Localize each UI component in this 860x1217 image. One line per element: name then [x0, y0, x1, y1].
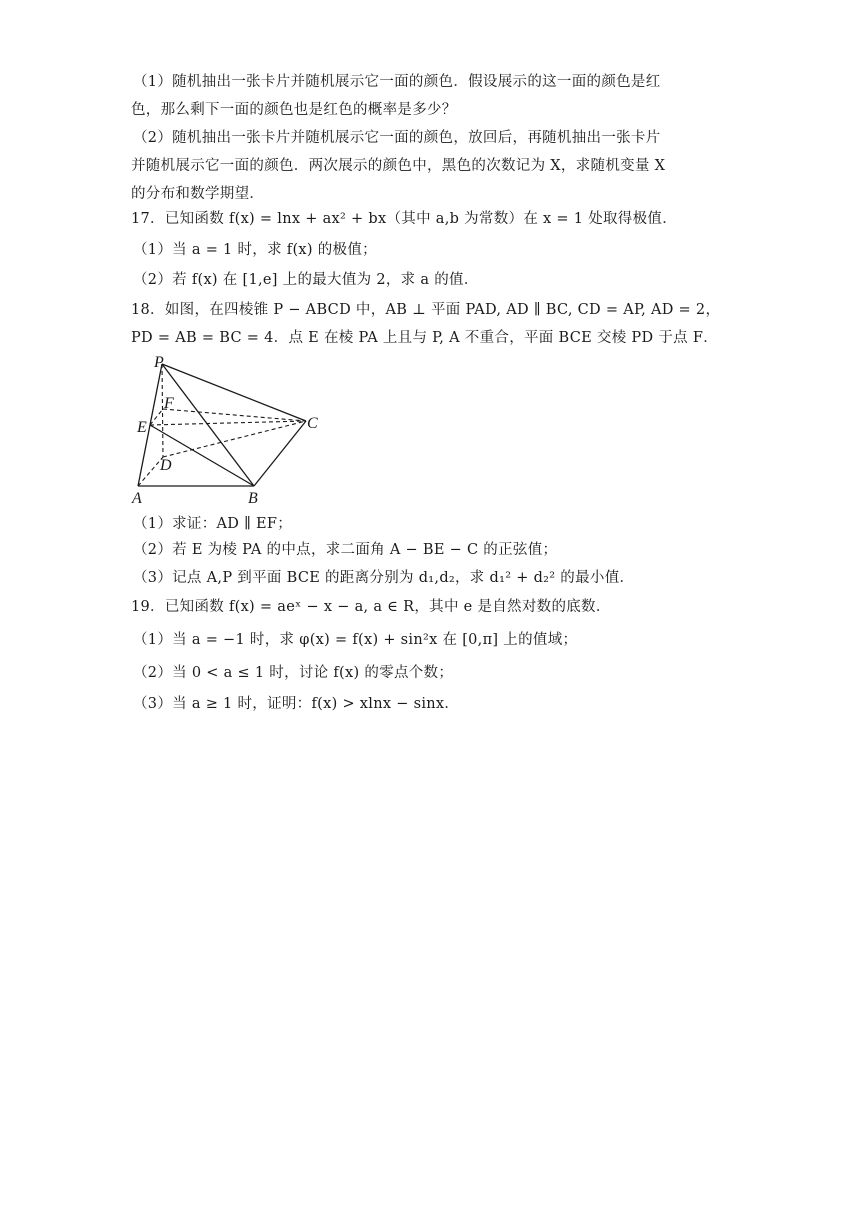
edge-PD — [162, 364, 163, 457]
label-C: C — [307, 415, 318, 432]
label-P: P — [154, 354, 164, 371]
label-D: D — [160, 457, 172, 474]
question-19-part-3: （3）当 a ≥ 1 时，证明：f(x) > xlnx − sinx． — [133, 696, 460, 712]
label-B: B — [248, 490, 258, 507]
pyramid-figure — [130, 352, 330, 510]
pyramid-diagram — [130, 352, 330, 510]
question-18-stem-a: 18．如图，在四棱锥 P − ABCD 中，AB ⊥ 平面 PAD, AD ∥ BC, CD = AP, AD = 2， — [131, 302, 721, 318]
edge-DC — [163, 421, 306, 457]
label-A: A — [132, 490, 142, 507]
text-line-q16-2b: 并随机展示它一面的颜色．两次展示的颜色中，黑色的次数记为 X，求随机变量 X — [131, 158, 666, 174]
question-18-part-3: （3）记点 A,P 到平面 BCE 的距离分别为 d₁,d₂，求 d₁² + d₂² 的最小值． — [133, 570, 635, 586]
label-F: F — [164, 395, 174, 412]
label-E: E — [137, 419, 147, 436]
text-line-q16-2c: 的分布和数学期望． — [131, 186, 265, 202]
edge-FC — [163, 409, 306, 421]
edge-EC — [150, 421, 306, 425]
question-19-part-2: （2）当 0 < a ≤ 1 时，讨论 f(x) 的零点个数； — [133, 665, 454, 681]
edge-BC — [254, 421, 306, 486]
question-18-part-2: （2）若 E 为棱 PA 的中点，求二面角 A − BE − C 的正弦值； — [133, 542, 558, 558]
question-17-part-2: （2）若 f(x) 在 [1,e] 上的最大值为 2，求 a 的值． — [133, 272, 479, 288]
question-18-part-1: （1）求证：AD ∥ EF； — [133, 516, 293, 532]
question-18-stem-b: PD = AB = BC = 4．点 E 在棱 PA 上且与 P, A 不重合，平面 BCE 交棱 PD 于点 F． — [131, 330, 718, 346]
edge-EB — [150, 425, 254, 486]
text-line-q16-1b: 色，那么剩下一面的颜色也是红色的概率是多少？ — [131, 102, 457, 118]
text-line-q16-2a: （2）随机抽出一张卡片并随机展示它一面的颜色，放回后，再随机抽出一张卡片 — [133, 130, 661, 146]
question-17-part-1: （1）当 a = 1 时，求 f(x) 的极值； — [133, 242, 377, 258]
question-17-stem: 17．已知函数 f(x) = lnx + ax² + bx（其中 a,b 为常数）在 x = 1 处取得极值． — [131, 211, 678, 227]
question-19-stem: 19．已知函数 f(x) = aeˣ − x − a, a ∈ R，其中 e 是自然对数的底数． — [131, 599, 611, 615]
text-line-q16-1a: （1）随机抽出一张卡片并随机展示它一面的颜色．假设展示的这一面的颜色是红 — [133, 74, 661, 90]
question-19-part-1: （1）当 a = −1 时，求 φ(x) = f(x) + sin²x 在 [0,π] 上的值域； — [133, 632, 578, 648]
